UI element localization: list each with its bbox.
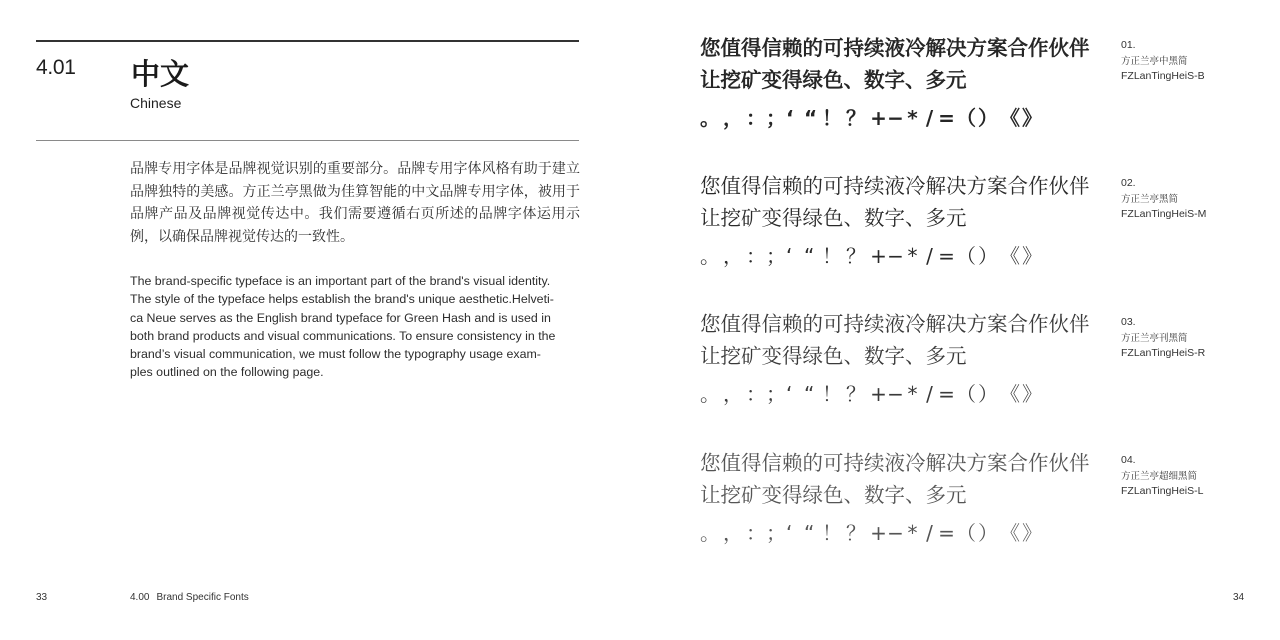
punct-glyph: 《 bbox=[1000, 244, 1020, 268]
punct-glyph: ， bbox=[723, 521, 743, 545]
punct-glyph: 《 bbox=[1000, 521, 1020, 545]
punct-glyph: = bbox=[938, 521, 955, 545]
punctuation-sample bbox=[700, 379, 1120, 409]
body-text-english bbox=[130, 272, 580, 382]
font-name-english: FZLanTingHeiS-B bbox=[1121, 70, 1205, 82]
punct-glyph: ： bbox=[746, 521, 766, 545]
font-name-chinese: 方正兰亭黑简 bbox=[1121, 193, 1179, 205]
font-index: 04. bbox=[1121, 454, 1136, 466]
sample-line-1: 您值得信赖的可持续液冷解决方案合作伙伴 bbox=[700, 36, 1090, 60]
punct-glyph: − bbox=[887, 521, 904, 545]
font-label-01 bbox=[1121, 38, 1261, 85]
font-label-02 bbox=[1121, 176, 1261, 223]
punct-glyph: “ bbox=[804, 521, 815, 545]
punct-glyph: / bbox=[926, 382, 933, 406]
page-number-right: 34 bbox=[1233, 592, 1245, 603]
punct-glyph: ， bbox=[723, 382, 743, 406]
body-text-english-line: brand’s visual communication, we must follow the typography usage exam- bbox=[130, 347, 541, 362]
punct-glyph: ） bbox=[978, 244, 998, 268]
punct-glyph: ； bbox=[766, 382, 786, 406]
punct-glyph: （ bbox=[956, 244, 976, 268]
punct-glyph: ！ bbox=[822, 382, 842, 406]
font-name-chinese: 方正兰亭刊黑简 bbox=[1121, 332, 1188, 344]
punct-glyph: （ bbox=[956, 521, 976, 545]
punct-glyph: 《 bbox=[1000, 106, 1020, 130]
punct-glyph: ‘ bbox=[786, 244, 793, 268]
punct-glyph: + bbox=[870, 382, 887, 406]
punctuation-sample bbox=[700, 518, 1120, 548]
sample-line-2: 让挖矿变得绿色、数字、多元 bbox=[700, 483, 967, 507]
punct-glyph: ： bbox=[746, 106, 766, 130]
punct-glyph: = bbox=[938, 106, 955, 130]
punct-glyph: ‘ bbox=[786, 382, 793, 406]
font-sample-03 bbox=[700, 308, 1120, 409]
punct-glyph: ‘ bbox=[786, 106, 794, 130]
punct-glyph: + bbox=[870, 244, 887, 268]
footer-section-number: 4.00 bbox=[130, 592, 150, 603]
punct-glyph: ： bbox=[746, 244, 766, 268]
punct-glyph: ； bbox=[766, 521, 786, 545]
font-name-chinese: 方正兰亭中黑简 bbox=[1121, 55, 1188, 67]
body-text-english-line: ples outlined on the following page. bbox=[130, 365, 324, 380]
punct-glyph: 。 bbox=[700, 521, 720, 545]
punct-glyph: ， bbox=[723, 244, 743, 268]
punct-glyph: ？ bbox=[846, 521, 866, 545]
punct-glyph: + bbox=[870, 521, 887, 545]
footer-section bbox=[130, 592, 249, 603]
punct-glyph: − bbox=[887, 106, 904, 130]
punct-glyph: “ bbox=[804, 106, 818, 130]
punct-glyph: 》 bbox=[1022, 382, 1042, 406]
sample-line-1: 您值得信赖的可持续液冷解决方案合作伙伴 bbox=[700, 312, 1090, 336]
font-sample-02 bbox=[700, 170, 1120, 271]
punct-glyph: 。 bbox=[700, 106, 720, 130]
punct-glyph: / bbox=[926, 521, 933, 545]
punct-glyph: ） bbox=[978, 521, 998, 545]
font-label-04 bbox=[1121, 453, 1261, 500]
punct-glyph: = bbox=[938, 244, 955, 268]
sample-line-2: 让挖矿变得绿色、数字、多元 bbox=[700, 68, 967, 92]
punct-glyph: − bbox=[887, 382, 904, 406]
font-sample-04 bbox=[700, 447, 1120, 548]
divider-rule bbox=[36, 140, 579, 141]
punct-glyph: ； bbox=[766, 244, 786, 268]
sample-line-1: 您值得信赖的可持续液冷解决方案合作伙伴 bbox=[700, 174, 1090, 198]
sample-line-2: 让挖矿变得绿色、数字、多元 bbox=[700, 344, 967, 368]
punct-glyph: 。 bbox=[700, 382, 720, 406]
punct-glyph: 《 bbox=[1000, 382, 1020, 406]
punct-glyph: / bbox=[925, 106, 934, 130]
punct-glyph: ； bbox=[766, 106, 786, 130]
font-name-english: FZLanTingHeiS-R bbox=[1121, 347, 1206, 359]
font-label-03 bbox=[1121, 315, 1261, 362]
punct-glyph: ） bbox=[978, 382, 998, 406]
punct-glyph: 》 bbox=[1022, 521, 1042, 545]
punct-glyph: ‘ bbox=[786, 521, 793, 545]
punct-glyph: ！ bbox=[822, 244, 842, 268]
punct-glyph: * bbox=[907, 106, 918, 130]
body-text-chinese: 品牌专用字体是品牌视觉识别的重要部分。品牌专用字体风格有助于建立品牌独特的美感。方正兰亭黑做为佳算智能的中文品牌专用字体，被用于品牌产品及品牌视觉传达中。我们需要遵循右页所述的品牌字体运用示例，以确保品牌视觉传达的一致性。 bbox=[130, 161, 580, 245]
punct-glyph: “ bbox=[804, 244, 815, 268]
punct-glyph: = bbox=[938, 382, 955, 406]
section-title-chinese: 中文 bbox=[131, 57, 190, 91]
body-text-english-line: The style of the typeface helps establish the brand's unique aesthetic.Helveti- bbox=[130, 292, 554, 307]
body-text-english-line: both brand products and visual communications. To ensure consistency in the bbox=[130, 328, 556, 343]
font-index: 01. bbox=[1121, 39, 1136, 51]
punct-glyph: “ bbox=[804, 382, 815, 406]
footer-section-title: Brand Specific Fonts bbox=[156, 592, 249, 603]
section-number: 4.01 bbox=[36, 56, 76, 79]
punct-glyph: ？ bbox=[846, 106, 866, 130]
punct-glyph: 。 bbox=[700, 244, 720, 268]
punct-glyph: − bbox=[887, 244, 904, 268]
page-number-left: 33 bbox=[36, 592, 48, 603]
punct-glyph: 》 bbox=[1022, 106, 1042, 130]
body-text-english-line: The brand-specific typeface is an important part of the brand's visual identity. bbox=[130, 274, 551, 288]
punct-glyph: ！ bbox=[822, 521, 842, 545]
punct-glyph: ） bbox=[978, 106, 998, 130]
punct-glyph: ， bbox=[723, 106, 743, 130]
punct-glyph: * bbox=[907, 244, 918, 268]
top-rule bbox=[36, 40, 579, 42]
punctuation-sample bbox=[700, 103, 1120, 133]
punct-glyph: ： bbox=[746, 382, 766, 406]
section-title-english: Chinese bbox=[130, 95, 182, 111]
font-sample-01 bbox=[700, 32, 1120, 133]
punct-glyph: （ bbox=[956, 106, 976, 130]
font-index: 02. bbox=[1121, 177, 1136, 189]
punct-glyph: * bbox=[907, 521, 918, 545]
punct-glyph: + bbox=[870, 106, 887, 130]
font-name-english: FZLanTingHeiS-M bbox=[1121, 208, 1207, 220]
font-name-english: FZLanTingHeiS-L bbox=[1121, 485, 1204, 497]
sample-line-2: 让挖矿变得绿色、数字、多元 bbox=[700, 206, 967, 230]
body-text-english-line: ca Neue serves as the English brand typeface for Green Hash and is used in bbox=[130, 310, 551, 325]
font-name-chinese: 方正兰亭超细黑简 bbox=[1121, 470, 1198, 482]
punct-glyph: ？ bbox=[846, 382, 866, 406]
punct-glyph: 》 bbox=[1022, 244, 1042, 268]
font-index: 03. bbox=[1121, 316, 1136, 328]
punct-glyph: （ bbox=[956, 382, 976, 406]
punct-glyph: ！ bbox=[822, 106, 842, 130]
sample-line-1: 您值得信赖的可持续液冷解决方案合作伙伴 bbox=[700, 451, 1090, 475]
punct-glyph: ？ bbox=[846, 244, 866, 268]
punct-glyph: * bbox=[907, 382, 918, 406]
punctuation-sample bbox=[700, 241, 1120, 271]
punct-glyph: / bbox=[926, 244, 933, 268]
